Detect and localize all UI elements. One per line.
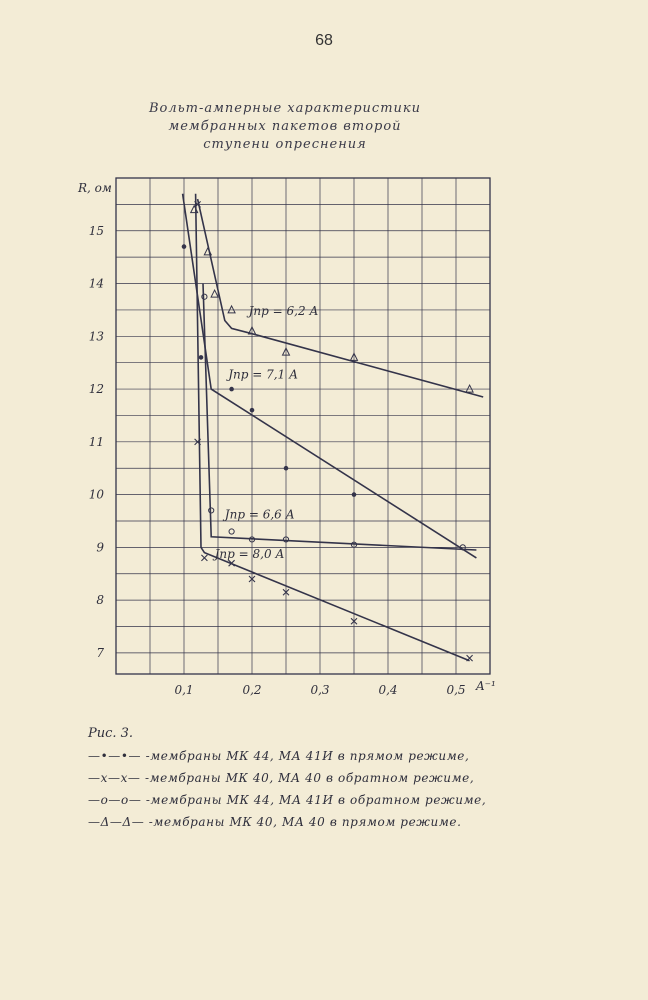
y-axis-title: R, ом [78, 181, 112, 195]
x-tick-label-2: 0,3 [310, 683, 330, 697]
title-line-2: мембранных пакетов второй [168, 119, 402, 134]
legend-entry-3: —o—o— -мембраны МК 44, МА 41И в обратном режиме, [88, 793, 487, 807]
annotation-4: Jпр = 8,0 А [214, 546, 285, 561]
series-2-point-6 [352, 492, 357, 497]
series-4-line [196, 194, 470, 661]
page-number: 68 [315, 32, 333, 49]
figure-caption [88, 726, 608, 833]
title-line-1: Вольт-амперные характеристики [148, 101, 422, 116]
x-tick-label-4: 0,5 [446, 683, 466, 697]
series-1-point-4 [228, 306, 235, 313]
series-2-point-2 [199, 355, 204, 360]
y-tick-label-1: 8 [96, 593, 104, 608]
series-1-point-3 [211, 290, 218, 297]
y-tick-label-6: 13 [88, 329, 104, 344]
legend-entry-4: —Δ—Δ— -мембраны МК 40, МА 40 в прямом режиме. [88, 815, 462, 829]
legend-entry-1: —•—•— -мембраны МК 44, МА 41И в прямом режиме, [88, 749, 470, 763]
series-3-point-1 [202, 294, 207, 299]
title-line-3: ступени опреснения [203, 137, 367, 152]
series-2-line [183, 194, 477, 558]
y-tick-label-8: 15 [88, 223, 104, 238]
y-tick-label-3: 10 [88, 487, 104, 502]
series-2-point-1 [182, 244, 187, 249]
series-1-point-2 [204, 248, 211, 255]
x-axis-title: A⁻¹ [476, 679, 496, 693]
labels-layer [77, 181, 496, 697]
plot-frame [116, 178, 490, 674]
series-4-point-3 [201, 555, 207, 561]
series-2-point-4 [250, 408, 255, 413]
series-2-point-3 [229, 387, 234, 392]
y-tick-label-2: 9 [96, 540, 104, 555]
legend-entry-2: —x—x— -мембраны МК 40, МА 40 в обратном режиме, [88, 771, 475, 785]
y-tick-label-5: 12 [88, 382, 104, 397]
annotation-3: Jпр = 6,6 А [224, 507, 295, 522]
figure-label: Рис. 3. [88, 726, 134, 741]
y-tick-label-7: 14 [88, 276, 104, 291]
x-tick-label-1: 0,2 [242, 683, 262, 697]
y-tick-label-4: 11 [88, 434, 104, 449]
axes [116, 178, 490, 674]
x-tick-label-3: 0,4 [378, 683, 398, 697]
grid [116, 178, 490, 674]
series-1-point-8 [466, 385, 473, 392]
annotation-1: Jпр = 6,2 А [248, 304, 319, 319]
series-3-point-3 [229, 529, 234, 534]
annotation-2: Jпр = 7,1 А [228, 367, 299, 382]
y-tick-label-0: 7 [96, 645, 104, 660]
series-layer [182, 194, 484, 661]
x-tick-label-0: 0,1 [174, 683, 194, 697]
series-2-point-5 [284, 466, 289, 471]
